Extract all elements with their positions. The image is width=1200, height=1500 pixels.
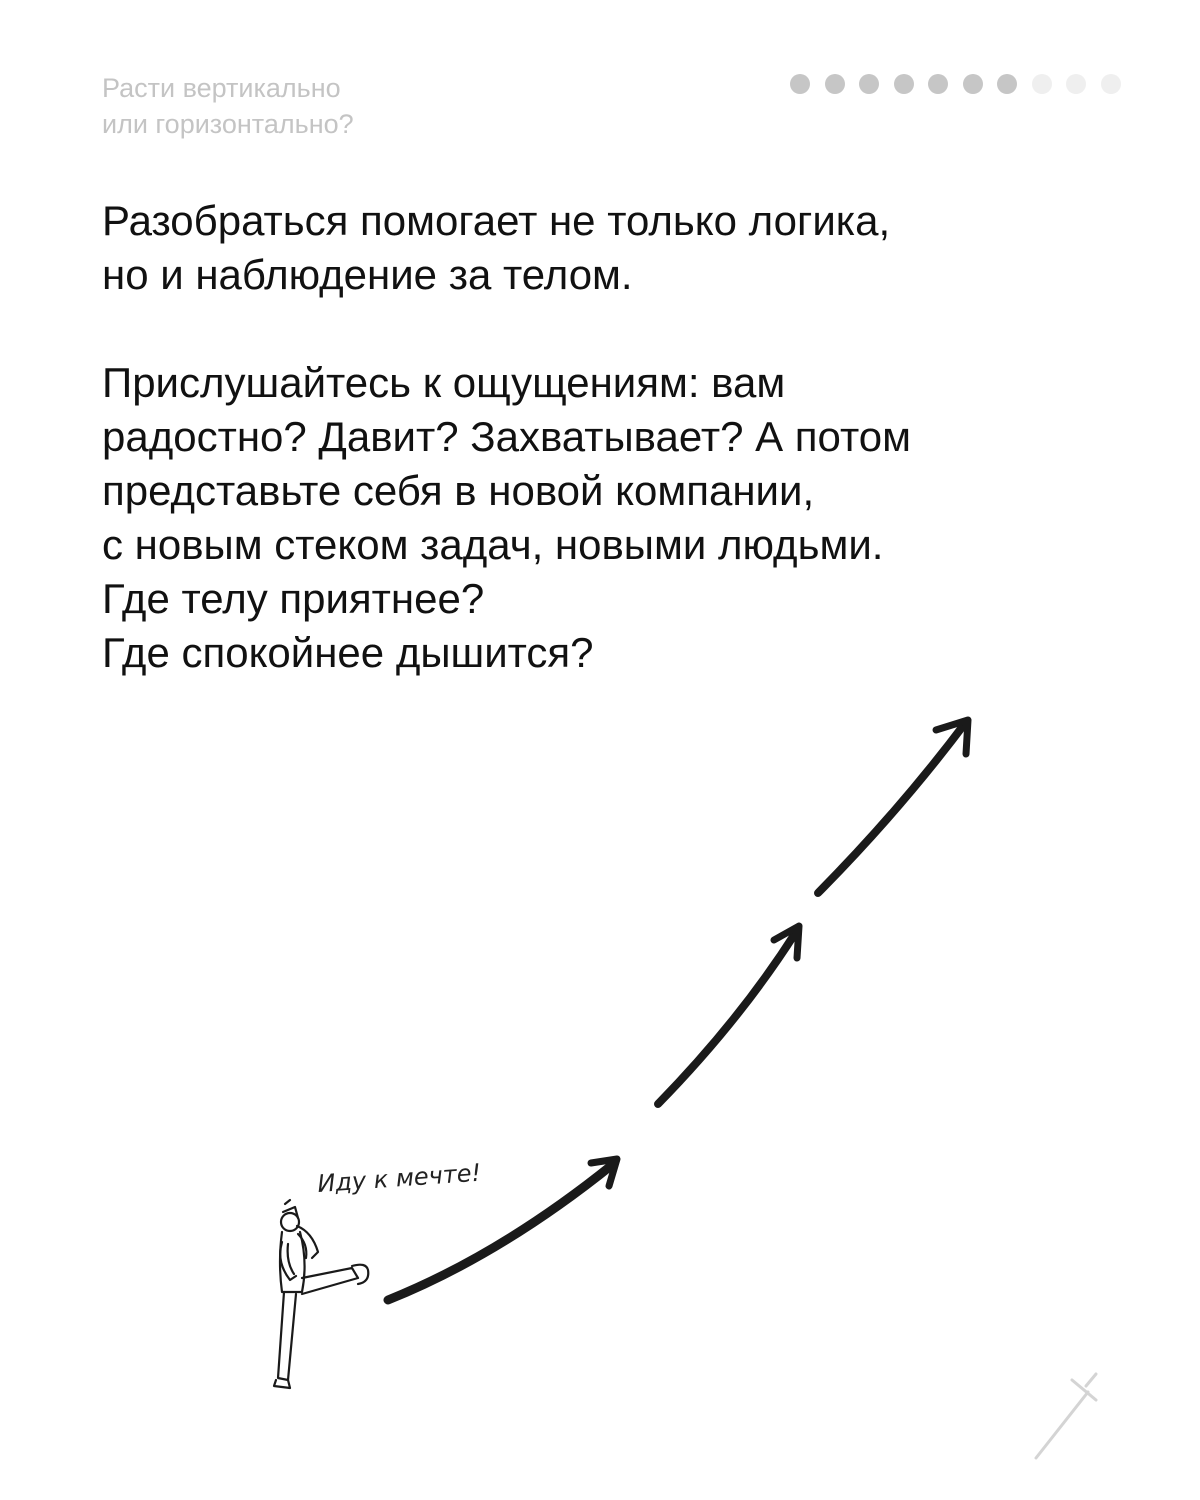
text-line: с новым стеком задач, новыми людьми. — [102, 521, 884, 568]
text-line: представьте себя в новой компании, — [102, 467, 815, 514]
kicking-man-icon — [274, 1200, 368, 1388]
text-line: Где телу приятнее? — [102, 575, 485, 622]
text-line: Разобраться помогает не только логика, — [102, 197, 891, 244]
illustration-caption: Иду к мечте! — [316, 1158, 482, 1198]
sword-icon — [1036, 1374, 1096, 1458]
series-title-line-2: или горизонтально? — [102, 109, 354, 139]
series-title-line-1: Расти вертикально — [102, 73, 341, 103]
arrow-icon — [388, 720, 968, 1300]
arrow-segment-3 — [818, 722, 966, 893]
text-line: радостно? Давит? Захватывает? А потом — [102, 413, 911, 460]
text-line: но и наблюдение за телом. — [102, 251, 633, 298]
text-line: Прислушайтесь к ощущениям: вам — [102, 359, 786, 406]
arrow-segment-2 — [658, 932, 796, 1104]
text-line: Где спокойнее дышится? — [102, 629, 594, 676]
